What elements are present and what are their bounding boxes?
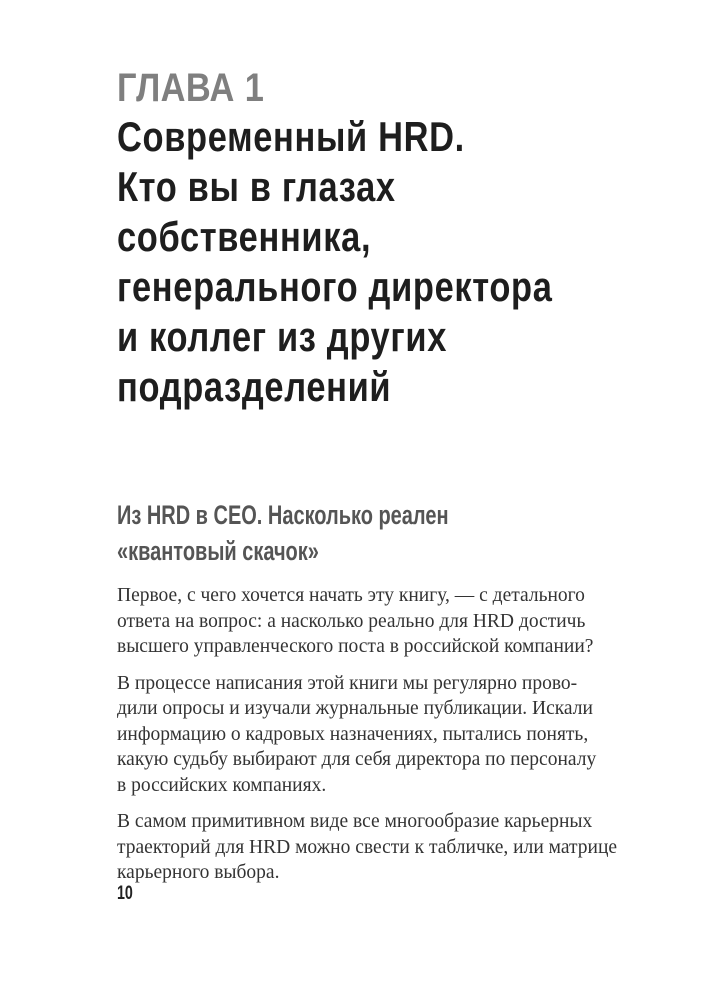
text-line: дили опросы и изучали журнальные публикации. Искали [117,698,593,719]
paragraph [117,671,622,799]
text-line: в российских компаниях. [117,774,327,796]
text-line: информацию о кадровых назначениях, пытались понять, [117,723,589,745]
chapter-label: ГЛАВА 1 [117,66,265,110]
chapter-title-line: Кто вы в глазах [117,163,396,210]
section-title [117,497,449,569]
paragraph [117,583,622,660]
text-line: карьерного выбора. [117,862,280,883]
text-line: Первое, с чего хочется начать эту книгу, — с детального [117,585,585,606]
text-line: В самом примитивном виде все многообразие карьерных [117,811,593,832]
section-title-line: Из HRD в CEO. Насколько реален [117,500,449,530]
chapter-title [117,112,553,412]
chapter-title-line: и коллег из других [117,313,448,360]
text-line: ответа на вопрос: а насколько реально для HRD достичь [117,610,586,632]
text-line: В процессе написания этой книги мы регулярно прово- [117,672,578,694]
chapter-title-line: Современный HRD. [117,113,465,160]
chapter-title-line: подразделений [117,363,392,410]
section-title-line: «квантовый скачок» [117,536,319,566]
chapter-title-line: генерального директора [117,263,553,310]
paragraph [117,809,622,886]
body-text [117,583,622,897]
text-line: высшего управленческого поста в российской компании? [117,636,594,657]
chapter-title-line: собственника, [117,213,372,260]
text-line: какую судьбу выбирают для себя директора по персоналу [117,749,597,770]
text-line: траекторий для HRD можно свести к табличке, или матрице [117,836,618,858]
page-number: 10 [117,883,133,904]
